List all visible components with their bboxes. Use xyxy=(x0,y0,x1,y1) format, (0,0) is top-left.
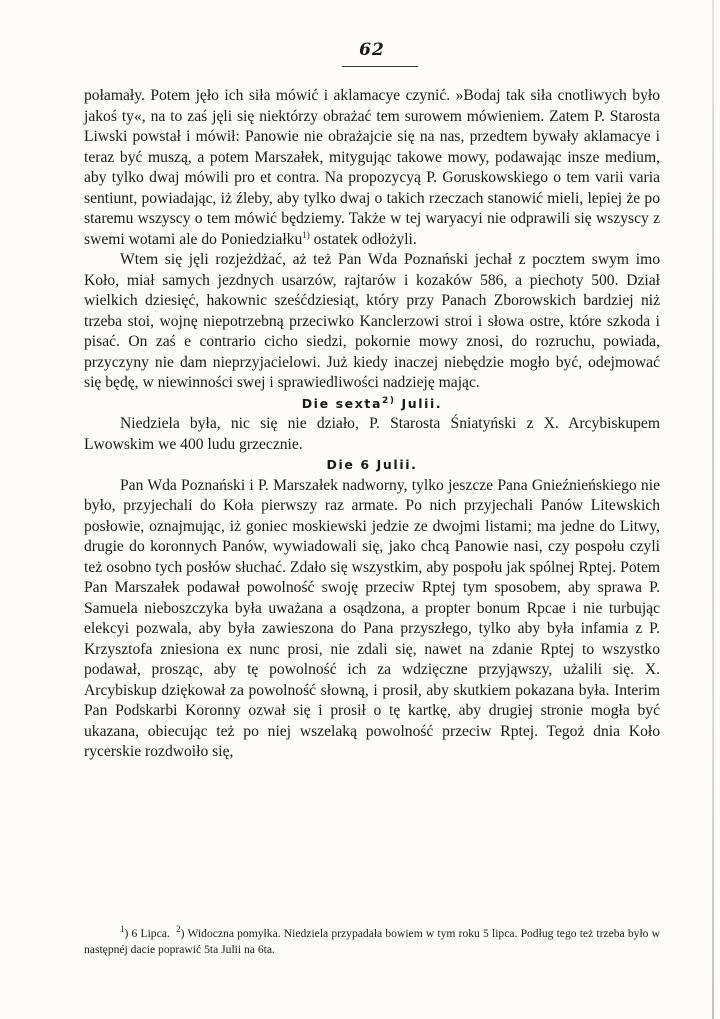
page-number-rule xyxy=(342,66,418,67)
scan-edge-mark xyxy=(712,0,714,1019)
paragraph-1-tail: ostatek odłożyli. xyxy=(309,230,417,248)
section-heading-die-sexta xyxy=(84,394,660,415)
heading-1-text: Die sexta xyxy=(301,395,382,411)
page-number: 62 xyxy=(359,40,385,60)
footnote-ref-1: 1) xyxy=(302,229,310,240)
footnote-mark-1: 1 xyxy=(120,924,125,935)
paragraph-1 xyxy=(84,86,660,250)
paragraph-3: Niedziela była, nic się nie działo, P. Starosta Śniatyński z X. Arcybiskupem Lwowskim we 400 ludu grzecznie. xyxy=(84,415,660,453)
body-text xyxy=(84,86,660,763)
paragraph-4: Pan Wda Poznański i P. Marszałek nadworny, tylko jeszcze Pana Gnieźnieńskiego nie było, przyjechali do Koła pierwszy raz armate. Po nich przyjechali Panów Litewskich posłowie, oznajmując, iż goniec moskiewski jedzie ze dwojmi listami; ma jedne do Litwy, drugie do koronnych Panów, wywiadowali się, jako chcą Panowie nasi, czy pospołu czyli też osobno tych posłów słuchać. Zdało się wszystkim, aby pospołu jak spólnej Rptej. Potem Pan Marszałek podawał powolność swoję przeciw Rptej tym sposobem, aby sprawa P. Samuela nieboszczyka była uważana a osądzona, a propter bonum Rpcae i nie turbując elekcyi pozwala, aby była zawieszona do Pana przyszłego, tylko aby była infamia z P. Krzysztofa zniesiona ex nunc prosi, nie zdali się, nawet na zdanie Rptej to wszystko podawał, prosząc, aby tę powolność ich za wdzięczne przyjąwszy, użalili się. X. Arcybiskup dziękował za powolność słowną, i prosił, aby skutkiem pokazana była. Interim Pan Podskarbi Koronny ozwał się i prosił o tę kartkę, aby drugiej stronie mogła być ukazana, obiecując też po niej wszelaką powolność przeciw Rptej. Tegoż dnia Koło rycerskie rozdwoiło się, xyxy=(84,476,660,760)
heading-1-tail: Julii. xyxy=(395,395,443,411)
footnote-mark-2: 2 xyxy=(176,924,181,935)
document-page xyxy=(84,0,660,1019)
footnote-ref-2: 2) xyxy=(382,395,396,406)
footnote-1-text: 6 Lipca. xyxy=(128,927,170,940)
section-heading-die-6: Die 6 Julii. xyxy=(326,457,418,472)
footnotes xyxy=(84,926,660,958)
footnote-2-text: Widoczna pomyłka. Niedziela przypadała bowiem w tym roku 5 lipca. Podług tego też trzeba było w następnéj dacie poprawić 5ta Julii na 6ta. xyxy=(84,927,661,956)
footnote-block: $^1$) 6 Lipca. $^2$) Widoczna pomyłka. Niedziela przypadała bowiem w tym roku 5 lipca. Podług tego też trzeba było w następnéj dacie poprawić 5ta Julii na 6ta. xyxy=(84,924,661,956)
paragraph-2: Wtem się jęli rozjeżdżać, aż też Pan Wda Poznański jechał z pocztem swym imo Koło, miał samych jezdnych usarzów, rajtarów i kozaków 586, a piechoty 500. Dział wielkich dziesięć, hakownic sześćdziesiąt, który przy Panach Zborowskich bardziej niż trzeba stoi, wojnę niepotrzebną przeciwko Kanclerzowi stroi i słowa ostre, które szkoda i pisać. On zaś e contrario cicho siedzi, pokornie mowy znosi, do rozruchu, powiada, przyczyny nie dam nieprzyjacielowi. Już kiedy inaczej niebędzie mogło być, odejmować się będę, w niewinności swej i sprawiedliwości nadzieję mając. xyxy=(84,251,660,391)
paragraph-1-text: połamały. Potem jęło ich siła mówić i aklamacye czynić. »Bodaj tak siła cnotliwych było jakoś ty«, na to zaś jęli się niektórzy obrażać tem surowem mówieniem. Zatem P. Starosta Liwski powstał i mówił: Panowie nie obrażajcie się na nas, przedtem bywały aklamacye i teraz być muszą, a potem Marszałek, mitygując takowe mowy, podawając insze medium, aby tylko dwaj mówili pro et contra. Na propozycyą P. Goruskowskiego o tem varii varia sentiunt, powiadając, iż źleby, aby tylko dwaj o takich rzeczach stanowić mieli, lepiej że po staremu wszyscy o tem mówić będziemy. Także w tej waryacyi nie odprawili się wszyscy z swemi wotami ale do Poniedziałku xyxy=(84,87,660,248)
